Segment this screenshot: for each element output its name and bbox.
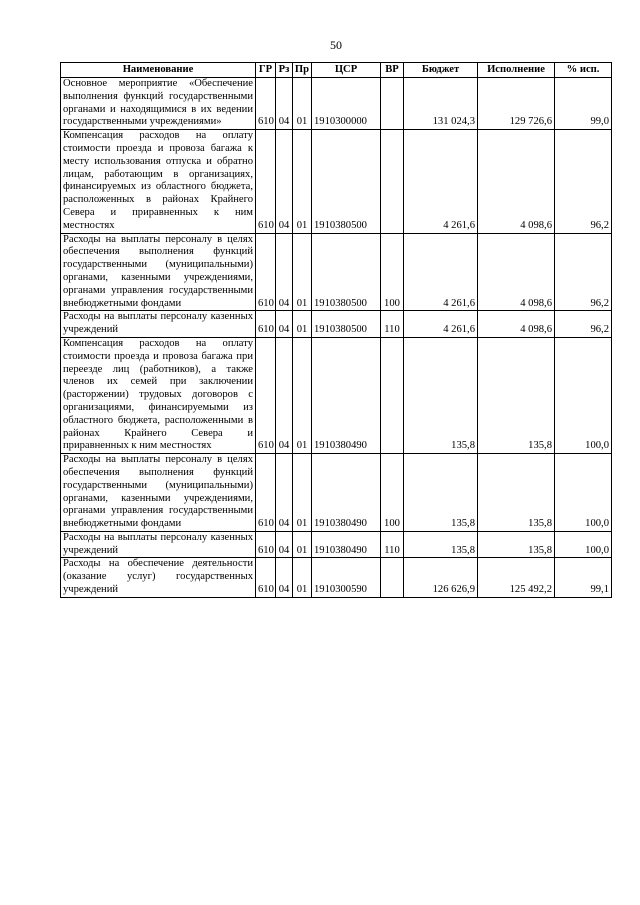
- row-gr: 610: [256, 311, 276, 338]
- row-pr: 01: [293, 454, 312, 532]
- row-execution: 4 098,6: [478, 130, 555, 233]
- budget-table: [60, 62, 612, 598]
- row-percent: 99,0: [555, 78, 612, 130]
- row-pr: 01: [293, 337, 312, 453]
- row-vr: 110: [381, 531, 404, 558]
- header-csr: ЦСР: [312, 63, 381, 78]
- row-pr: 01: [293, 311, 312, 338]
- row-csr: 1910300590: [312, 558, 381, 597]
- row-pr: 01: [293, 78, 312, 130]
- row-vr: 110: [381, 311, 404, 338]
- row-name: Расходы на выплаты персоналу в целях обеспечения выполнения функций государственными (муниципальными) органами, казенными учреждениями, органами управления государственными внебюджетными фондами: [61, 233, 256, 311]
- row-name: Основное мероприятие «Обеспечение выполнения функций государственными органами и находящимися в их ведении государственными учреждениями»: [61, 78, 256, 130]
- row-rz: 04: [276, 531, 293, 558]
- row-percent: 96,2: [555, 233, 612, 311]
- row-budget: 135,8: [404, 337, 478, 453]
- row-vr: 100: [381, 233, 404, 311]
- row-execution: 129 726,6: [478, 78, 555, 130]
- table-row: [61, 78, 612, 130]
- row-csr: 1910380490: [312, 531, 381, 558]
- table-row: [61, 130, 612, 233]
- row-gr: 610: [256, 130, 276, 233]
- row-pr: 01: [293, 130, 312, 233]
- row-percent: 100,0: [555, 454, 612, 532]
- row-gr: 610: [256, 78, 276, 130]
- table-row: [61, 233, 612, 311]
- table-row: [61, 454, 612, 532]
- row-vr: [381, 130, 404, 233]
- row-csr: 1910380490: [312, 454, 381, 532]
- row-rz: 04: [276, 454, 293, 532]
- row-pr: 01: [293, 531, 312, 558]
- row-execution: 135,8: [478, 337, 555, 453]
- header-gr: ГР: [256, 63, 276, 78]
- row-budget: 131 024,3: [404, 78, 478, 130]
- row-rz: 04: [276, 78, 293, 130]
- row-budget: 135,8: [404, 531, 478, 558]
- header-budget: Бюджет: [404, 63, 478, 78]
- row-gr: 610: [256, 454, 276, 532]
- row-gr: 610: [256, 337, 276, 453]
- row-budget: 4 261,6: [404, 233, 478, 311]
- row-pr: 01: [293, 558, 312, 597]
- row-execution: 135,8: [478, 454, 555, 532]
- row-csr: 1910300000: [312, 78, 381, 130]
- row-budget: 135,8: [404, 454, 478, 532]
- row-name: Компенсация расходов на оплату стоимости проезда и провоза багажа к месту использования отпуска и обратно лицам, работающим в организациях, финансируемых из областного бюджета, расположенных в районах Крайнего Севера и приравненных к ним местностях: [61, 130, 256, 233]
- row-percent: 100,0: [555, 531, 612, 558]
- row-percent: 96,2: [555, 130, 612, 233]
- header-rz: Рз: [276, 63, 293, 78]
- row-vr: [381, 337, 404, 453]
- row-execution: 4 098,6: [478, 311, 555, 338]
- row-rz: 04: [276, 130, 293, 233]
- row-budget: 4 261,6: [404, 311, 478, 338]
- row-rz: 04: [276, 558, 293, 597]
- row-name: Расходы на выплаты персоналу в целях обеспечения выполнения функций государственными (муниципальными) органами, казенными учреждениями, органами управления государственными внебюджетными фондами: [61, 454, 256, 532]
- row-gr: 610: [256, 233, 276, 311]
- row-execution: 4 098,6: [478, 233, 555, 311]
- row-percent: 96,2: [555, 311, 612, 338]
- row-csr: 1910380500: [312, 130, 381, 233]
- row-csr: 1910380490: [312, 337, 381, 453]
- header-percent: % исп.: [555, 63, 612, 78]
- row-csr: 1910380500: [312, 311, 381, 338]
- table-row: [61, 558, 612, 597]
- header-row: [61, 63, 612, 78]
- row-budget: 126 626,9: [404, 558, 478, 597]
- row-name: Расходы на выплаты персоналу казенных учреждений: [61, 531, 256, 558]
- table-row: [61, 337, 612, 453]
- row-percent: 100,0: [555, 337, 612, 453]
- row-percent: 99,1: [555, 558, 612, 597]
- table-row: [61, 311, 612, 338]
- row-vr: [381, 78, 404, 130]
- row-gr: 610: [256, 558, 276, 597]
- row-rz: 04: [276, 337, 293, 453]
- row-gr: 610: [256, 531, 276, 558]
- header-execution: Исполнение: [478, 63, 555, 78]
- row-vr: [381, 558, 404, 597]
- row-name: Расходы на обеспечение деятельности (оказание услуг) государственных учреждений: [61, 558, 256, 597]
- row-rz: 04: [276, 233, 293, 311]
- row-pr: 01: [293, 233, 312, 311]
- row-rz: 04: [276, 311, 293, 338]
- header-pr: Пр: [293, 63, 312, 78]
- row-csr: 1910380500: [312, 233, 381, 311]
- header-vr: ВР: [381, 63, 404, 78]
- header-name: Наименование: [61, 63, 256, 78]
- row-vr: 100: [381, 454, 404, 532]
- table-row: [61, 531, 612, 558]
- page-number: 50: [330, 38, 342, 52]
- row-execution: 135,8: [478, 531, 555, 558]
- row-name: Расходы на выплаты персоналу казенных учреждений: [61, 311, 256, 338]
- row-budget: 4 261,6: [404, 130, 478, 233]
- row-name: Компенсация расходов на оплату стоимости проезда и провоза багажа при переезде лиц (работников), а также членов их семей при заключении (расторжении) трудовых договоров с организациями, финансируемыми из областного бюджета, расположенными в районах Крайнего Севера и приравненных к ним местностях: [61, 337, 256, 453]
- row-execution: 125 492,2: [478, 558, 555, 597]
